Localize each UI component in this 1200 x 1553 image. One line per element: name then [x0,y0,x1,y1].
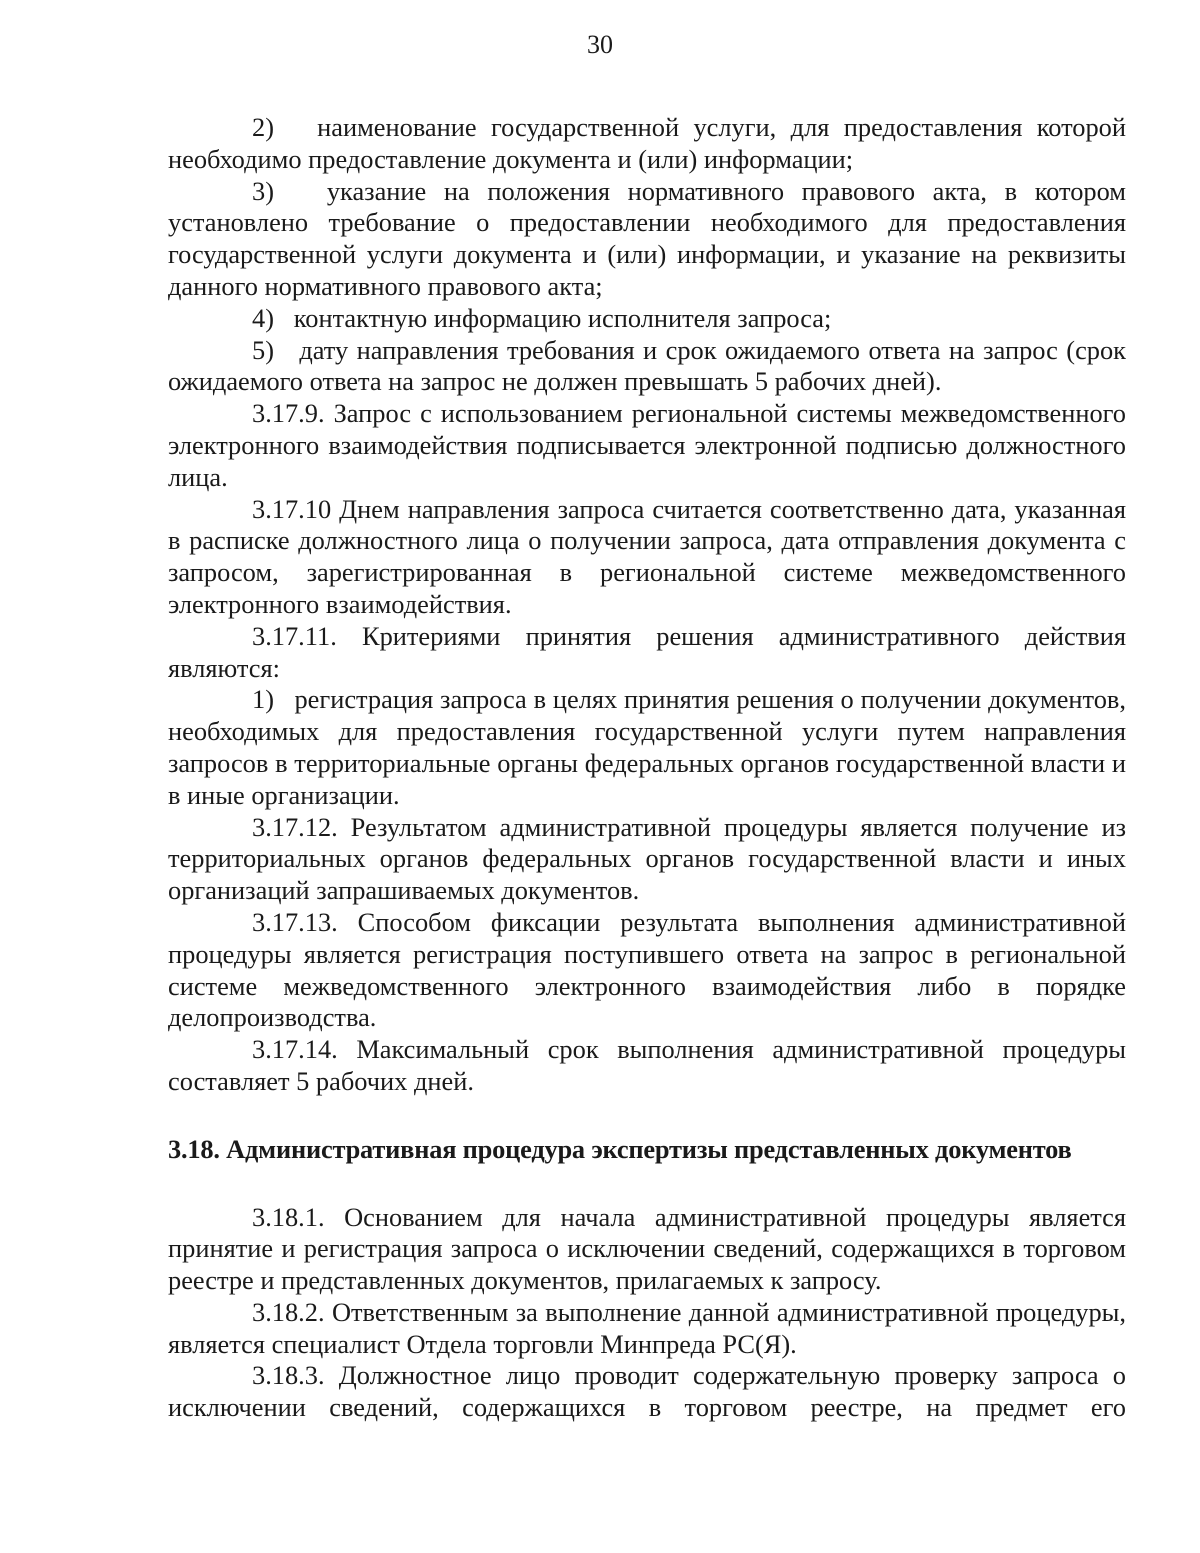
document-body [168,112,1126,1424]
list-item-2: 2) наименование государственной услуги, для предоставления которой необходимо предоставление документа и (или) информации; [168,112,1126,174]
paragraph-3-17-13: 3.17.13. Способом фиксации результата выполнения административной процедуры является регистрация поступившего ответа на запрос в региональной системе межведомственного электронного взаимодействия либо в порядке делопроизводства. [168,906,1126,1033]
paragraph-3-17-10: 3.17.10 Днем направления запроса считается соответственно дата, указанная в расписке должностного лица о получении запроса, дата отправления документа с запросом, зарегистрированная в региональной системе межведомственного электронного взаимодействия. [168,493,1126,619]
paragraph-3-17-14: 3.17.14. Максимальный срок выполнения административной процедуры составляет 5 рабочих дней. [168,1034,1126,1096]
paragraph-3-17-9: 3.17.9. Запрос с использованием региональной системы межведомственного электронного взаимодействия подписывается электронной подписью должностного лица. [168,398,1126,492]
paragraph-3-18-1: 3.18.1. Основанием для начала административной процедуры является принятие и регистрация запроса о исключении сведений, содержащихся в торговом реестре и представленных документов, прилагаемых к запросу. [168,1201,1126,1296]
paragraph-3-17-11: 3.17.11. Критериями принятия решения административного действия являются: [168,620,1126,683]
paragraph-3-18-3: 3.18.3. Должностное лицо проводит содержательную проверку запроса о исключении сведений, содержащихся в торговом реестре, на предмет его [168,1360,1126,1423]
paragraph-3-18-2: 3.18.2. Ответственным за выполнение данной административной процедуры, является специалист Отдела торговли Минпреда РС(Я). [168,1296,1126,1359]
list-item-3: 3) указание на положения нормативного правового акта, в котором установлено требование о предоставлении необходимого для предоставления государственной услуги документа и (или) информации, и указание на реквизиты данного нормативного правового акта; [168,175,1126,301]
paragraph-3-17-12: 3.17.12. Результатом административной процедуры является получение из территориальных органов федеральных органов государственной власти и иных организаций запрашиваемых документов. [168,811,1126,906]
list-item-5: 5) дату направления требования и срок ожидаемого ответа на запрос (срок ожидаемого ответа на запрос не должен превышать 5 рабочих дней). [168,334,1126,397]
list-item-4: 4) контактную информацию исполнителя запроса; [252,302,832,333]
page-number: 30 [587,30,613,59]
criteria-item-1: 1) регистрация запроса в целях принятия решения о получении документов, необходимых для предоставления государственной услуги путем направления запросов в территориальные органы федеральных органов государственной власти и в иные организации. [168,684,1126,810]
section-heading-3-18: 3.18. Административная процедура экспертизы представленных документов [168,1133,1072,1164]
